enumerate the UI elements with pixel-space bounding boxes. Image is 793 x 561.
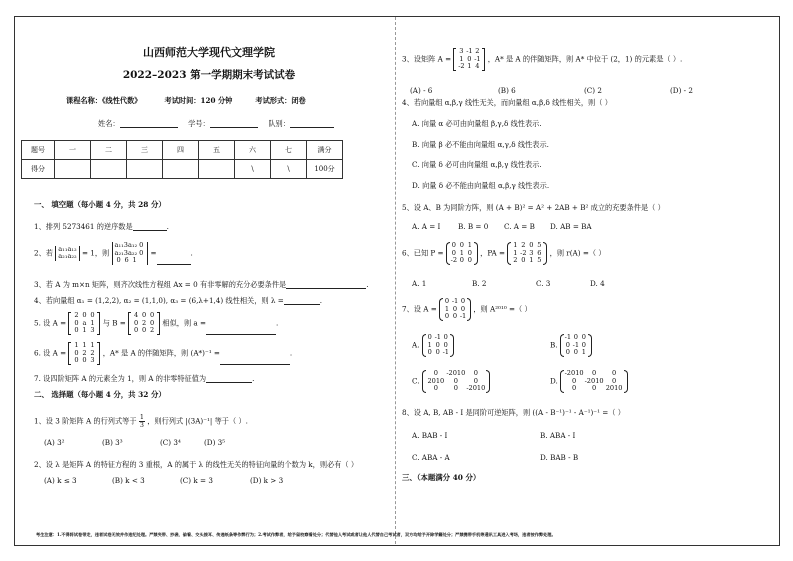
- s1-q5-suffix: 相似，则 a =: [162, 318, 207, 328]
- matrix-cell: 0: [529, 241, 534, 249]
- matrix-cell: 1: [90, 341, 95, 349]
- matrix-cell: 0: [443, 333, 448, 341]
- s2-q7-option-d[interactable]: [550, 370, 628, 393]
- matrix-cell: 3: [459, 47, 464, 55]
- team-field[interactable]: [290, 119, 334, 128]
- matrix-cell: 0: [467, 248, 472, 257]
- matrix-cell: 0: [453, 376, 458, 385]
- det-cell: a₂₁: [58, 252, 68, 261]
- option-d[interactable]: (D) 3⁵: [204, 438, 226, 447]
- s1-q3-text: 3、若 A 为 m×n 矩阵，则齐次线性方程组 Ax = 0 有非零解的充分必要条件是: [34, 280, 287, 289]
- matrix-cell: 0: [459, 241, 464, 249]
- option-c[interactable]: C. ABA - A: [412, 453, 450, 462]
- section3-title: 三、（本题满分 40 分）: [402, 473, 481, 482]
- s1-q5: 5. 设 A = 2 0 0 0 a 1 0 1 3 与 B = 4 0 0 0 2 0 0 0 2 相似，则 a = .: [34, 311, 279, 335]
- matrix-cell: 0: [149, 311, 155, 319]
- matrix-cell: -1: [474, 54, 481, 63]
- fraction-numerator: 1: [139, 413, 144, 421]
- course-name: 《线性代数》: [101, 96, 142, 105]
- option-label: B.: [550, 340, 558, 350]
- school-title: 山西师范大学现代文理学院: [143, 46, 275, 59]
- matrix-cell: 0: [74, 348, 79, 357]
- matrix-cell: 4: [133, 311, 139, 319]
- s2-q7-prefix: 7、设 A =: [402, 304, 437, 314]
- column-divider: [395, 17, 396, 544]
- option-a[interactable]: (A) k ≤ 3: [44, 476, 77, 485]
- option-a[interactable]: A. A = I: [412, 222, 441, 231]
- id-label: 学号：: [188, 119, 210, 128]
- matrix-cell: 3: [90, 356, 95, 365]
- s1-q7-text: 7. 设四阶矩阵 A 的元素全为 1，则 A 的非零特征值为: [34, 374, 207, 383]
- matrix-cell: -1: [564, 333, 572, 341]
- s1-q1: 1、排列 5273461 的逆序数是 .: [34, 222, 169, 231]
- matrix-cell: -2: [520, 248, 527, 257]
- matrix-cell: a: [82, 318, 87, 327]
- s2-q1: [34, 414, 248, 429]
- score-value-cell: \: [271, 160, 307, 179]
- s2-q3-suffix: ，A* 是 A 的伴随矩阵，则 A* 中位于 (2，1) 的元素是（ ）.: [487, 54, 683, 64]
- s2-q7-opt-c-matrix: [422, 370, 490, 393]
- option-b[interactable]: (B) 6: [498, 86, 516, 95]
- matrix-cell: 0: [74, 326, 79, 335]
- form-label: 考试形式：: [255, 96, 292, 105]
- det-cell: 0: [139, 248, 144, 257]
- s2-q6: [402, 242, 606, 265]
- s2-q2-options: [44, 476, 283, 485]
- s1-q4-blank[interactable]: [284, 296, 320, 305]
- option-label: D.: [550, 376, 558, 386]
- s2-q1-suffix: ，则行列式 |(3A)⁻¹| 等于（ ）.: [147, 416, 248, 426]
- matrix-cell: 0: [141, 326, 147, 335]
- matrix-cell: 0: [571, 384, 577, 393]
- matrix-cell: 2: [521, 241, 526, 249]
- det-cell: 3a₂₂: [123, 248, 138, 257]
- option-b[interactable]: B. B = 0: [458, 222, 489, 231]
- s2-q7: [402, 298, 532, 321]
- option-d[interactable]: D. 4: [590, 279, 605, 288]
- score-value-cell[interactable]: [127, 160, 163, 179]
- score-header-cell: 四: [163, 141, 199, 160]
- matrix-cell: -1: [459, 312, 467, 321]
- name-label: 姓名：: [98, 119, 120, 128]
- score-header-cell: 满分: [307, 141, 343, 160]
- score-header-cell: 六: [235, 141, 271, 160]
- section2-title: 二、 选择题（每小题 4 分，共 32 分）: [34, 390, 166, 399]
- s2-q3: [402, 48, 682, 71]
- matrix-cell: 0: [611, 376, 617, 385]
- score-value-cell: 得分: [22, 160, 55, 179]
- s2-q2: 2、设 λ 是矩阵 A 的特征方程的 3 重根，A 的属于 λ 的线性无关的特征向量的个数为 k，则必有（ ）: [34, 460, 359, 469]
- s1-q6: 6. 设 A = 1 1 1 0 2 2 0 0 3 ，A* 是 A 的伴随矩阵，则 (A*)⁻¹ = .: [34, 341, 293, 365]
- score-table: [21, 140, 343, 179]
- matrix-cell: 0: [444, 297, 450, 305]
- s2-q7-opt-d-matrix: [560, 370, 628, 393]
- fraction-denominator: 3: [139, 421, 144, 429]
- s1-q5-mid: 与 B =: [102, 318, 126, 328]
- matrix-cell: 0: [435, 348, 440, 357]
- score-value-cell[interactable]: [91, 160, 127, 179]
- s2-q6-options: [412, 279, 605, 288]
- s2-q3-prefix: 3、设矩阵 A =: [402, 54, 452, 64]
- student-info: [98, 119, 334, 128]
- matrix-cell: -2010: [584, 376, 604, 385]
- matrix-cell: 1: [459, 248, 464, 257]
- score-value-cell: \: [235, 160, 271, 179]
- matrix-cell: 1: [427, 340, 432, 349]
- s1-q5-blank[interactable]: [206, 326, 276, 335]
- score-value-cell: 100分: [307, 160, 343, 179]
- matrix-cell: 2010: [427, 376, 445, 385]
- matrix-cell: 0: [74, 356, 79, 365]
- matrix-cell: 1: [529, 256, 534, 265]
- s2-q5: 5、设 A、B 为同阶方阵，则 (A + B)² = A² + 2AB + B² 成立的充要条件是（ ）: [402, 203, 665, 212]
- option-label: A.: [412, 340, 420, 350]
- matrix-cell: 4: [475, 62, 480, 71]
- option-c[interactable]: (C) 2: [584, 86, 602, 95]
- form-value: 闭卷: [291, 96, 306, 105]
- term-title: 2022–2023 第一学期期末考试试卷: [122, 69, 296, 81]
- matrix-cell: 0: [435, 340, 440, 349]
- matrix-cell: 5: [537, 241, 542, 249]
- s2-q1-fraction: [139, 414, 145, 429]
- s1-q2-det-b: [112, 242, 149, 265]
- option-d[interactable]: (D) k > 3: [250, 476, 284, 485]
- matrix-cell: 1: [90, 318, 95, 327]
- matrix-cell: 0: [82, 311, 87, 319]
- option-c[interactable]: C. A = B: [504, 222, 535, 231]
- matrix-cell: 0: [473, 369, 478, 377]
- matrix-cell: 0: [591, 384, 597, 393]
- s2-q7-option-c[interactable]: [412, 370, 490, 393]
- s1-q1-text: 1、排列 5273461 的逆序数是: [34, 222, 133, 231]
- s1-q5-matrix-b: [128, 312, 160, 335]
- section1-title: 一、 填空题（每小题 4 分，共 28 分）: [34, 200, 166, 209]
- matrix-cell: 0: [451, 248, 456, 257]
- matrix-cell: -2010: [564, 369, 584, 377]
- s1-q6-matrix: [68, 342, 100, 365]
- matrix-cell: 0: [444, 312, 450, 321]
- option-c[interactable]: (C) 3⁴: [160, 438, 181, 447]
- det-cell: 6: [124, 256, 129, 265]
- score-header-cell: 二: [91, 141, 127, 160]
- option-b[interactable]: (B) 3³: [102, 438, 123, 447]
- matrix-cell: 2: [513, 256, 518, 265]
- matrix-cell: 0: [565, 340, 570, 349]
- matrix-cell: 0: [427, 348, 432, 357]
- matrix-cell: 1: [82, 341, 87, 349]
- option-a[interactable]: A. 1: [412, 279, 427, 288]
- s2-q8-options-row1: [412, 431, 575, 440]
- time-value: 120 分钟: [200, 96, 233, 105]
- matrix-cell: 0: [90, 311, 95, 319]
- option-a[interactable]: (A) - 6: [410, 86, 433, 95]
- matrix-cell: 1: [444, 304, 450, 313]
- score-value-cell[interactable]: [55, 160, 91, 179]
- s2-q1-prefix: 1、设 3 阶矩阵 A 的行列式等于: [34, 416, 137, 426]
- s1-q6-prefix: 6. 设 A =: [34, 348, 67, 358]
- option-c[interactable]: C. 3: [536, 279, 551, 288]
- option-b[interactable]: B. ABA - I: [540, 431, 576, 440]
- s1-q7-blank[interactable]: [206, 374, 252, 383]
- matrix-cell: 0: [460, 297, 466, 305]
- matrix-cell: 1: [581, 348, 586, 357]
- option-d[interactable]: D. AB = BA: [550, 222, 592, 231]
- score-header-cell: 三: [127, 141, 163, 160]
- option-b[interactable]: (B) k < 3: [112, 476, 145, 485]
- matrix-cell: 2: [74, 311, 79, 319]
- score-header-cell: 一: [55, 141, 91, 160]
- option-a[interactable]: A. BAB - I: [412, 431, 448, 440]
- matrix-cell: 2: [90, 348, 95, 357]
- matrix-cell: 1: [467, 62, 472, 71]
- matrix-cell: 0: [82, 356, 87, 365]
- matrix-cell: 2010: [605, 384, 623, 393]
- matrix-cell: 0: [452, 304, 458, 313]
- s2-q7-option-a[interactable]: [412, 334, 454, 357]
- s2-q7-opt-b-matrix: [560, 334, 592, 357]
- matrix-cell: -1: [434, 333, 441, 341]
- id-field[interactable]: [210, 119, 258, 128]
- matrix-cell: 5: [537, 256, 542, 265]
- det-cell: 0: [116, 256, 121, 265]
- footer-notice: 考生注意：1.不得将试卷带走，违者试卷无效并作违纪处理。严禁夹带、抄袭、偷看、交头接耳、传递纸条等作弊行为；2.考试作弊者，给予留校察看处分；代替他人考试或者让他人代替自己考试者，双方均给予开除学籍处分；严禁携带手机等通讯工具进入考场，违者按作弊处理。: [36, 532, 556, 537]
- matrix-cell: -1: [451, 297, 459, 305]
- det-cell: a₁₁: [58, 244, 68, 253]
- s2-q7-suffix: ，则 A²⁰¹⁰ =（ ）: [473, 304, 532, 314]
- matrix-cell: 0: [565, 348, 570, 357]
- s2-q6-matrix-pa: [507, 242, 547, 265]
- course-label: 课程名称：: [66, 96, 102, 105]
- matrix-cell: 0: [149, 318, 155, 327]
- matrix-cell: 1: [513, 241, 518, 249]
- matrix-cell: 0: [427, 333, 432, 341]
- det-cell: a₂₂: [67, 252, 77, 261]
- s2-q4-option-c[interactable]: C. 向量 δ 必可由向量组 α,β,γ 线性表示.: [412, 160, 542, 169]
- s2-q7-opt-a-matrix: [422, 334, 454, 357]
- s2-q8-options-row2: [412, 453, 578, 462]
- s1-q2: 2、若 a₁₁a₁₂ a₂₁a₂₂ = 1，则 a₁₁3a₁₂ 0 a₂₁3a₂₂ 0 0 6 1 = .: [34, 241, 193, 265]
- matrix-cell: 0: [451, 241, 456, 249]
- matrix-cell: 0: [581, 333, 586, 341]
- s1-q2-mid: = 1，则: [81, 248, 110, 258]
- matrix-cell: 0: [452, 312, 458, 321]
- s2-q4-option-b[interactable]: B. 向量 β 必不能由向量组 α,γ,δ 线性表示.: [412, 140, 549, 149]
- det-cell: 1: [132, 256, 137, 265]
- matrix-cell: -1: [572, 340, 580, 349]
- matrix-cell: 1: [74, 341, 79, 349]
- det-cell: a₂₁: [114, 248, 124, 257]
- s1-q3-blank[interactable]: [286, 280, 366, 289]
- s1-q6-blank[interactable]: [220, 356, 290, 365]
- option-d[interactable]: D. BAB - B: [540, 453, 579, 462]
- s2-q4: 4、若向量组 α,β,γ 线性无关，而向量组 α,β,δ 线性相关，则（ ）: [402, 98, 612, 107]
- option-a[interactable]: (A) 3²: [44, 438, 65, 447]
- matrix-cell: -2: [450, 256, 458, 265]
- s2-q6-prefix: 6、已知 P =: [402, 248, 444, 258]
- det-cell: a₁₂: [67, 244, 77, 253]
- matrix-cell: 0: [433, 384, 438, 393]
- matrix-cell: 0: [453, 384, 458, 393]
- s2-q1-options: [44, 438, 225, 447]
- s1-q4-text: 4、若向量组 α₁ = (1,2,2), α₂ = (1,1,0), α₃ = (6,λ+1,4) 线性相关，则 λ =: [34, 296, 284, 305]
- s2-q4-option-a[interactable]: A. 向量 α 必可由向量组 β,γ,δ 线性表示.: [412, 119, 542, 128]
- s1-q2-prefix: 2、若: [34, 248, 53, 258]
- score-header-cell: 七: [271, 141, 307, 160]
- matrix-cell: 6: [537, 248, 542, 257]
- s2-q8: 8、设 A, B, AB - I 是同阶可逆矩阵，则 ((A - B⁻¹)⁻¹ - A⁻¹)⁻¹ =（ ）: [402, 408, 625, 417]
- matrix-cell: 2: [141, 318, 147, 327]
- matrix-cell: 0: [433, 369, 438, 377]
- s1-q5-prefix: 5. 设 A =: [34, 318, 67, 328]
- matrix-cell: 0: [611, 369, 617, 377]
- s2-q7-matrix: [439, 298, 471, 321]
- s1-q1-blank[interactable]: [133, 222, 167, 231]
- matrix-cell: 0: [459, 256, 464, 265]
- matrix-cell: 0: [591, 369, 597, 377]
- matrix-cell: 0: [443, 340, 448, 349]
- matrix-cell: 1: [82, 326, 87, 335]
- s2-q7-option-b[interactable]: [550, 334, 592, 357]
- s1-q3: 3、若 A 为 m×n 矩阵，则齐次线性方程组 Ax = 0 有非零解的充分必要条件是 .: [34, 280, 369, 289]
- matrix-cell: -2: [458, 62, 465, 71]
- name-field[interactable]: [120, 119, 178, 128]
- score-header-cell: 五: [199, 141, 235, 160]
- option-c[interactable]: (C) k = 3: [180, 476, 213, 485]
- s2-q6-mid: ，PA =: [480, 248, 506, 258]
- s2-q5-options: [412, 222, 592, 231]
- score-header-row: [22, 141, 343, 160]
- course-info: [66, 96, 306, 105]
- time-label: 考试时间：: [164, 96, 201, 105]
- s2-q3-matrix: [453, 48, 485, 71]
- matrix-cell: 0: [571, 376, 577, 385]
- s2-q3-options: [410, 86, 693, 95]
- option-b[interactable]: B. 2: [472, 279, 487, 288]
- matrix-cell: 0: [573, 348, 578, 357]
- score-header-cell: 题号: [22, 141, 55, 160]
- det-cell: 3a₁₂: [123, 241, 138, 249]
- s1-q2-blank[interactable]: [157, 256, 191, 265]
- matrix-cell: -2010: [446, 369, 466, 377]
- matrix-cell: 0: [141, 311, 147, 319]
- team-label: 队别：: [268, 119, 290, 128]
- score-value-row: [22, 160, 343, 179]
- matrix-cell: 0: [133, 326, 139, 335]
- matrix-cell: 0: [460, 304, 466, 313]
- matrix-cell: 3: [529, 248, 534, 257]
- matrix-cell: 0: [467, 54, 472, 63]
- matrix-cell: 2: [82, 348, 87, 357]
- s1-q2-suffix: =: [150, 248, 157, 258]
- s1-q7: 7. 设四阶矩阵 A 的元素全为 1，则 A 的非零特征值为 .: [34, 374, 255, 383]
- s1-q2-det-a: [55, 246, 79, 261]
- matrix-cell: 0: [521, 256, 526, 265]
- det-cell: a₁₁: [114, 241, 124, 249]
- score-value-cell[interactable]: [163, 160, 199, 179]
- score-value-cell[interactable]: [199, 160, 235, 179]
- s1-q5-matrix-a: [68, 312, 100, 335]
- matrix-cell: 1: [459, 54, 464, 63]
- matrix-cell: -1: [442, 348, 449, 357]
- matrix-cell: 0: [581, 340, 586, 349]
- matrix-cell: 2: [475, 47, 480, 55]
- matrix-cell: 1: [467, 241, 472, 249]
- matrix-cell: 0: [473, 376, 478, 385]
- matrix-cell: 0: [467, 256, 472, 265]
- matrix-cell: 1: [513, 248, 518, 257]
- matrix-cell: -2010: [466, 384, 486, 393]
- matrix-cell: 0: [133, 318, 139, 327]
- matrix-cell: -1: [466, 47, 473, 55]
- det-cell: 0: [139, 241, 144, 249]
- s1-q4: 4、若向量组 α₁ = (1,2,2), α₂ = (1,1,0), α₃ = (6,λ+1,4) 线性相关，则 λ = .: [34, 296, 323, 305]
- matrix-cell: 2: [149, 326, 155, 335]
- s2-q4-option-d[interactable]: D. 向量 δ 必不能由向量组 α,β,γ 线性表示.: [412, 181, 550, 190]
- matrix-cell: 0: [74, 318, 79, 327]
- s2-q6-suffix: ，则 r(A) =（ ）: [549, 248, 606, 258]
- matrix-cell: 3: [90, 326, 95, 335]
- option-label: C.: [412, 376, 420, 386]
- s2-q6-matrix-p: [446, 242, 478, 265]
- option-d[interactable]: (D) - 2: [670, 86, 693, 95]
- s1-q6-suffix: ，A* 是 A 的伴随矩阵，则 (A*)⁻¹ =: [102, 348, 220, 358]
- matrix-cell: 0: [573, 333, 578, 341]
